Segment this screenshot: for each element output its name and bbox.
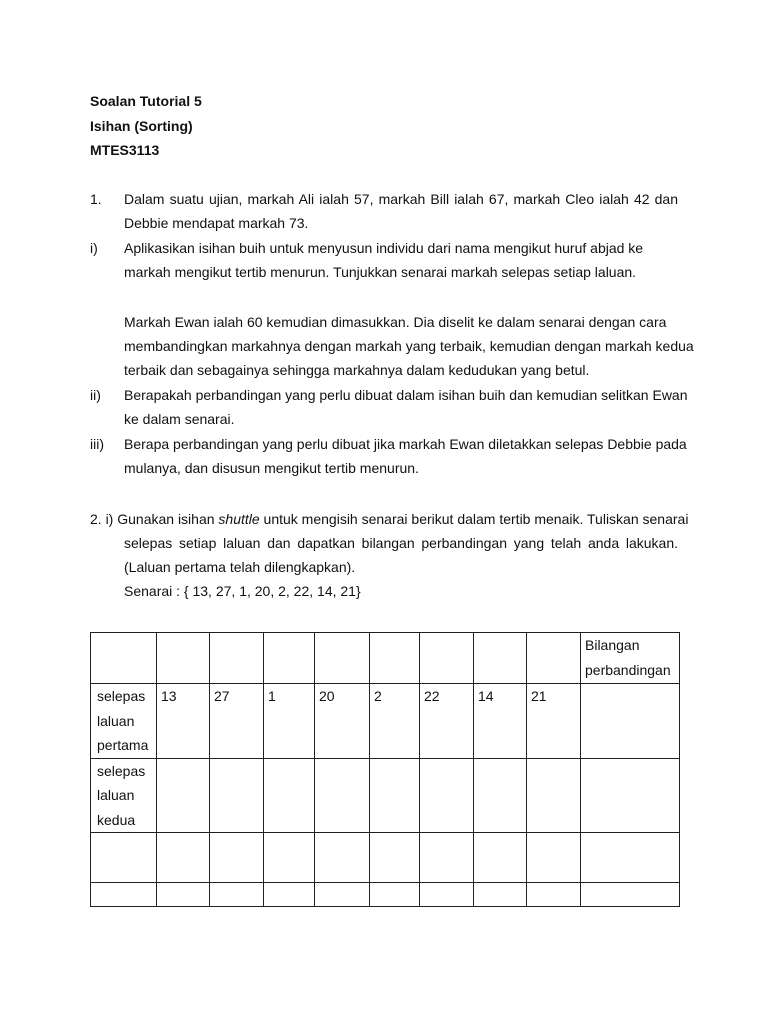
- table-cell: [474, 833, 527, 883]
- table-cell: [157, 758, 210, 833]
- table-cell: [264, 833, 315, 883]
- table-cell: [370, 758, 420, 833]
- table-cell: 14: [474, 684, 527, 759]
- table-cell: [527, 633, 581, 684]
- table-cell: [91, 833, 157, 883]
- table-cell: [420, 633, 474, 684]
- table-cell: [264, 633, 315, 684]
- table-cell: [581, 883, 680, 907]
- q1-i-line1: Aplikasikan isihan buih untuk menyusun individu dari nama mengikut huruf abjad ke: [124, 240, 644, 256]
- table-cell: [315, 833, 370, 883]
- table-cell: [581, 833, 680, 883]
- table-cell: 21: [527, 684, 581, 759]
- table-cell: [581, 684, 680, 759]
- table-cell: [210, 833, 264, 883]
- q2-line1-suffix: untuk mengisih senarai berikut dalam tertib menaik. Tuliskan senarai: [259, 511, 689, 527]
- table-row: [91, 833, 680, 883]
- table-cell: [264, 883, 315, 907]
- topic-title: Isihan (Sorting): [90, 118, 193, 134]
- q1-ewan-line1: Markah Ewan ialah 60 kemudian dimasukkan. Dia diselit ke dalam senarai dengan cara: [124, 314, 667, 330]
- q2-list: Senarai : { 13, 27, 1, 20, 2, 22, 14, 21}: [124, 583, 361, 599]
- q1-iii-line2: mulanya, dan disusun mengikut tertib menurun.: [124, 460, 419, 476]
- table-cell: [157, 633, 210, 684]
- q2-line1-prefix: 2. i) Gunakan isihan: [90, 511, 219, 527]
- q1-ii-label: ii): [90, 387, 101, 403]
- q2-line1: [90, 507, 688, 531]
- table-cell: 13: [157, 684, 210, 759]
- table-cell: [91, 633, 157, 684]
- table-cell: [210, 633, 264, 684]
- table-cell: [157, 883, 210, 907]
- q1-ii-line2: ke dalam senarai.: [124, 411, 235, 427]
- q2-line2: selepas setiap laluan dan dapatkan bilangan perbandingan yang telah anda lakukan.: [124, 535, 678, 551]
- row-label-second-pass: selepas laluan kedua: [91, 758, 157, 833]
- table-cell: [581, 758, 680, 833]
- q1-iii-label: iii): [90, 436, 104, 452]
- table-cell: [210, 758, 264, 833]
- table-row: [91, 883, 680, 907]
- table-cell: 27: [210, 684, 264, 759]
- table-cell: [315, 758, 370, 833]
- table-cell: [157, 833, 210, 883]
- table-row: [91, 758, 680, 833]
- table-header-row: [91, 633, 680, 684]
- table-cell: 2: [370, 684, 420, 759]
- q1-i-label: i): [90, 240, 98, 256]
- comparison-count-header: Bilangan perbandingan: [581, 633, 680, 684]
- q1-ewan-line2: membandingkan markahnya dengan markah yang terbaik, kemudian dengan markah kedua: [124, 338, 694, 354]
- q1-intro-line2: Debbie mendapat markah 73.: [124, 215, 309, 231]
- q2-line1-italic: shuttle: [218, 511, 260, 527]
- table-cell: [370, 633, 420, 684]
- table-cell: [370, 883, 420, 907]
- table-cell: [474, 883, 527, 907]
- shuttle-sort-table: [90, 632, 680, 907]
- q1-number: 1.: [90, 191, 102, 207]
- table-cell: [527, 833, 581, 883]
- q1-ii-line1: Berapakah perbandingan yang perlu dibuat dalam isihan buih dan kemudian selitkan Ewan: [124, 387, 688, 403]
- table-cell: 20: [315, 684, 370, 759]
- table-cell: 1: [264, 684, 315, 759]
- course-code: MTES3113: [90, 142, 160, 158]
- table-cell: [210, 883, 264, 907]
- q1-intro-line1: Dalam suatu ujian, markah Ali ialah 57, markah Bill ialah 67, markah Cleo ialah 42 dan: [124, 191, 678, 207]
- table-cell: [315, 633, 370, 684]
- tutorial-title: Soalan Tutorial 5: [90, 93, 202, 109]
- table-cell: [527, 883, 581, 907]
- table-cell: [315, 883, 370, 907]
- table-cell: [474, 633, 527, 684]
- table-cell: [420, 883, 474, 907]
- table-cell: [264, 758, 315, 833]
- table-cell: [370, 833, 420, 883]
- table-cell: [527, 758, 581, 833]
- table-row: [91, 684, 680, 759]
- table-cell: [420, 833, 474, 883]
- row-label-first-pass: selepas laluan pertama: [91, 684, 157, 759]
- table-cell: 22: [420, 684, 474, 759]
- table-cell: [420, 758, 474, 833]
- q1-iii-line1: Berapa perbandingan yang perlu dibuat jika markah Ewan diletakkan selepas Debbie pada: [124, 436, 687, 452]
- q1-ewan-line3: terbaik dan sebagainya sehingga markahnya dalam kedudukan yang betul.: [124, 362, 590, 378]
- table-cell: [474, 758, 527, 833]
- q1-i-line2: markah mengikut tertib menurun. Tunjukkan senarai markah selepas setiap laluan.: [124, 264, 637, 280]
- q2-line3: (Laluan pertama telah dilengkapkan).: [124, 559, 356, 575]
- table-cell: [91, 883, 157, 907]
